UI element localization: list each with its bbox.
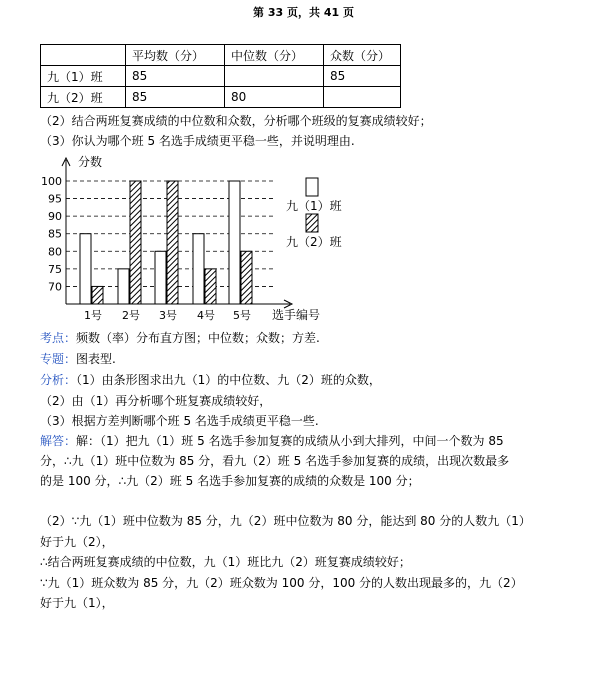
zhuanti-text: 图表型. — [76, 352, 116, 366]
legend-label: 九（2）班 — [286, 235, 342, 249]
table-row — [41, 87, 401, 108]
table-cell: 80 — [225, 87, 324, 108]
x-tick-label: 5号 — [233, 309, 251, 322]
bar-class-2 — [92, 286, 103, 304]
x-axis-label: 选手编号 — [272, 308, 321, 322]
jieda-line-7: ∵九（1）班众数为 85 分，九（2）班众数为 100 分，100 分的人数出现最多的，九（2） — [40, 576, 523, 590]
y-tick-label: 75 — [48, 262, 62, 276]
bar-chart — [0, 152, 607, 327]
score-table — [40, 44, 401, 108]
y-tick-label: 90 — [48, 210, 62, 224]
y-tick-label: 80 — [48, 245, 62, 259]
jieda-line-8: 好于九（1）， — [40, 596, 114, 610]
legend-swatch — [306, 178, 318, 196]
y-tick-label: 85 — [48, 227, 62, 241]
y-tick-label: 70 — [48, 280, 62, 294]
legend-label: 九（1）班 — [286, 199, 342, 213]
jieda-line-6: ∴结合两班复赛成绩的中位数，九（1）班比九（2）班复赛成绩较好； — [40, 555, 411, 569]
fenxi-line-2: （2）由（1）再分析哪个班复赛成绩较好， — [40, 394, 272, 408]
y-axis-label: 分数 — [78, 155, 103, 169]
jieda-text: 解：（1）把九（1）班 5 名选手参加复赛的成绩从小到大排列，中间一个数为 85 — [76, 434, 504, 448]
table-cell: 85 — [126, 87, 225, 108]
bar-class-1 — [80, 234, 91, 304]
table-header-cell: 众数（分） — [324, 45, 401, 66]
jieda-line-3: 的是 100 分，∴九（2）班 5 名选手参加复赛的成绩的众数是 100 分； — [40, 474, 420, 488]
table-cell: 九（1）班 — [41, 66, 126, 87]
bar-class-2 — [167, 181, 178, 304]
bar-class-2 — [205, 269, 216, 304]
x-tick-label: 2号 — [122, 309, 140, 322]
jieda-line-2: 分，∴九（1）班中位数为 85 分，看九（2）班 5 名选手参加复赛的成绩，出现次数最多 — [40, 454, 510, 468]
page-header: 第 33 页，共 41 页 — [253, 6, 354, 19]
kaodian-text: 频数（率）分布直方图；中位数；众数；方差. — [76, 331, 320, 345]
x-tick-label: 3号 — [159, 309, 177, 322]
zhuanti-line — [40, 350, 116, 367]
question-2: （2）结合两班复赛成绩的中位数和众数，分析哪个班级的复赛成绩较好； — [40, 114, 432, 128]
table-cell — [225, 66, 324, 87]
legend-swatch — [306, 214, 318, 232]
table-header-cell — [41, 45, 126, 66]
jieda-line-5: 好于九（2）， — [40, 535, 114, 549]
fenxi-line-1 — [40, 371, 381, 388]
bar-class-1 — [229, 181, 240, 304]
kaodian-label: 考点： — [40, 331, 77, 345]
bar-class-2 — [241, 251, 252, 304]
bar-class-2 — [130, 181, 141, 304]
fenxi-line-3: （3）根据方差判断哪个班 5 名选手成绩更平稳一些. — [40, 414, 319, 428]
x-tick-label: 4号 — [197, 309, 215, 322]
table-header-row — [41, 45, 401, 66]
table-cell: 九（2）班 — [41, 87, 126, 108]
table-header-cell: 平均数（分） — [126, 45, 225, 66]
table-cell: 85 — [126, 66, 225, 87]
jieda-line-4: （2）∵九（1）班中位数为 85 分，九（2）班中位数为 80 分，能达到 80 分的人数九（1） — [40, 514, 531, 528]
table-row — [41, 66, 401, 87]
bar-class-1 — [118, 269, 129, 304]
y-tick-label: 95 — [48, 192, 62, 206]
table-cell: 85 — [324, 66, 401, 87]
jieda-label: 解答： — [40, 434, 77, 448]
question-3: （3）你认为哪个班 5 名选手成绩更平稳一些，并说明理由. — [40, 134, 355, 148]
kaodian-line — [40, 329, 320, 346]
x-tick-label: 1号 — [84, 309, 102, 322]
zhuanti-label: 专题： — [40, 352, 77, 366]
jieda-line-1 — [40, 432, 504, 449]
table-header-cell: 中位数（分） — [225, 45, 324, 66]
fenxi-label: 分析： — [40, 373, 77, 387]
bar-class-1 — [155, 251, 166, 304]
y-tick-label: 100 — [41, 175, 62, 188]
table-cell — [324, 87, 401, 108]
fenxi-text: （1）由条形图求出九（1）的中位数、九（2）班的众数， — [76, 373, 381, 387]
bar-class-1 — [193, 234, 204, 304]
